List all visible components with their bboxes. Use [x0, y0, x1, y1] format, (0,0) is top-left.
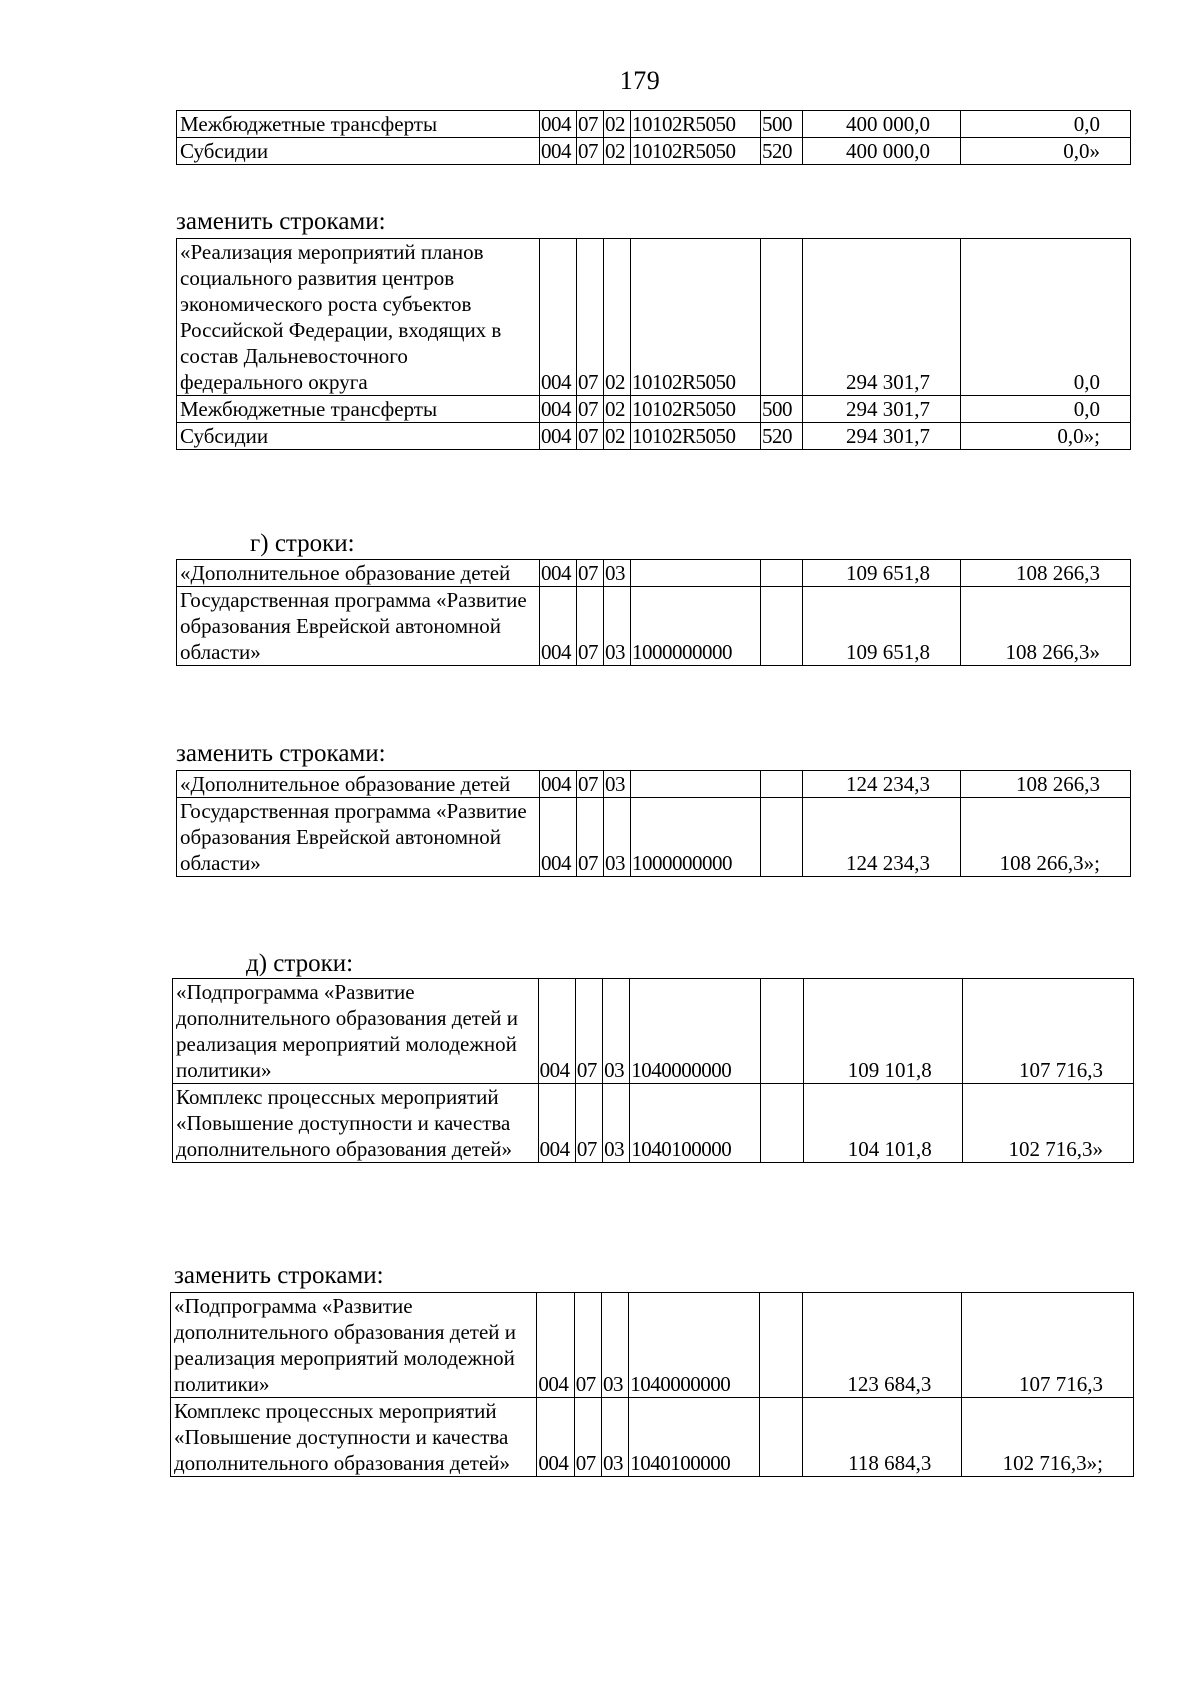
code-target: 1040000000	[630, 979, 761, 1084]
row-name: «Реализация мероприятий планов социального развития центров экономического роста субъектов Российской Федерации, входящих в состав Дальневосточного федерального округа	[177, 239, 540, 396]
section-heading-replace-3: заменить строками:	[174, 1262, 384, 1289]
amount-year-2: 102 716,3»	[962, 1084, 1133, 1163]
code-admin: 004	[540, 771, 577, 798]
code-target: 10102R5050	[631, 396, 761, 423]
code-subsection: 03	[604, 798, 631, 877]
row-name: «Подпрограмма «Развитие дополнительного образования детей и реализация мероприятий молодежной политики»	[173, 979, 539, 1084]
code-admin: 004	[540, 138, 577, 165]
row-name: Комплекс процессных мероприятий «Повышение доступности и качества дополнительного образования детей»	[171, 1398, 537, 1477]
table-row	[177, 423, 1131, 450]
amount-year-2: 0,0	[961, 396, 1131, 423]
code-section: 07	[577, 396, 604, 423]
amount-year-2: 0,0»;	[961, 423, 1131, 450]
table-row	[177, 560, 1131, 587]
amount-year-1: 109 651,8	[803, 587, 961, 666]
code-section: 07	[575, 979, 602, 1084]
code-admin: 004	[538, 979, 575, 1084]
table-row	[173, 1084, 1134, 1163]
code-type	[761, 239, 803, 396]
section-heading-replace-1: заменить строками:	[176, 208, 386, 235]
code-subsection: 03	[602, 1398, 629, 1477]
code-type	[761, 587, 803, 666]
section-heading-g: г) строки:	[250, 530, 355, 557]
amount-year-1: 109 651,8	[803, 560, 961, 587]
page-number: 179	[619, 66, 661, 95]
code-admin: 004	[538, 1084, 575, 1163]
code-subsection: 02	[604, 138, 631, 165]
row-name: «Дополнительное образование детей	[177, 560, 540, 587]
budget-table-replacement-2	[176, 770, 1131, 877]
code-subsection: 03	[602, 1293, 629, 1398]
code-section: 07	[577, 560, 604, 587]
code-type	[761, 771, 803, 798]
code-subsection: 02	[604, 423, 631, 450]
code-type	[761, 798, 803, 877]
code-type	[761, 1084, 803, 1163]
row-name: Межбюджетные трансферты	[177, 111, 540, 138]
budget-table-section-g	[176, 559, 1131, 666]
table-row	[177, 798, 1131, 877]
code-admin: 004	[540, 560, 577, 587]
code-subsection: 02	[604, 396, 631, 423]
row-name: Субсидии	[177, 423, 540, 450]
code-subsection: 03	[604, 771, 631, 798]
amount-year-2: 0,0	[961, 239, 1131, 396]
amount-year-1: 124 234,3	[803, 771, 961, 798]
code-admin: 004	[540, 423, 577, 450]
table-row	[171, 1398, 1134, 1477]
amount-year-1: 400 000,0	[803, 111, 961, 138]
code-target: 1040000000	[629, 1293, 760, 1398]
budget-table-original-transfers	[176, 110, 1131, 165]
row-name: Государственная программа «Развитие образования Еврейской автономной области»	[177, 798, 540, 877]
code-target: 1000000000	[631, 587, 761, 666]
code-subsection: 02	[604, 239, 631, 396]
amount-year-2: 107 716,3	[962, 979, 1133, 1084]
code-admin: 004	[537, 1398, 574, 1477]
code-section: 07	[577, 239, 604, 396]
code-target	[631, 560, 761, 587]
amount-year-1: 124 234,3	[803, 798, 961, 877]
row-name: Субсидии	[177, 138, 540, 165]
amount-year-1: 294 301,7	[803, 239, 961, 396]
code-admin: 004	[540, 239, 577, 396]
amount-year-1: 123 684,3	[802, 1293, 961, 1398]
amount-year-2: 108 266,3	[961, 771, 1131, 798]
budget-table-section-d	[172, 978, 1134, 1163]
row-name: «Дополнительное образование детей	[177, 771, 540, 798]
amount-year-2: 0,0»	[961, 138, 1131, 165]
code-type	[760, 1398, 802, 1477]
code-admin: 004	[540, 111, 577, 138]
code-admin: 004	[537, 1293, 574, 1398]
code-section: 07	[574, 1293, 601, 1398]
table-row	[173, 979, 1134, 1084]
code-admin: 004	[540, 587, 577, 666]
table-row	[177, 138, 1131, 165]
section-heading-replace-2: заменить строками:	[176, 740, 386, 767]
amount-year-2: 107 716,3	[962, 1293, 1134, 1398]
amount-year-1: 109 101,8	[803, 979, 962, 1084]
amount-year-1: 400 000,0	[803, 138, 961, 165]
code-target: 10102R5050	[631, 138, 761, 165]
amount-year-2: 108 266,3»	[961, 587, 1131, 666]
amount-year-2: 108 266,3»;	[961, 798, 1131, 877]
code-target: 1040100000	[629, 1398, 760, 1477]
code-type: 520	[761, 423, 803, 450]
table-row	[177, 396, 1131, 423]
code-target: 1000000000	[631, 798, 761, 877]
code-section: 07	[577, 771, 604, 798]
row-name: Межбюджетные трансферты	[177, 396, 540, 423]
code-target: 10102R5050	[631, 239, 761, 396]
code-subsection: 03	[603, 979, 630, 1084]
code-target: 10102R5050	[631, 423, 761, 450]
code-section: 07	[575, 1084, 602, 1163]
code-section: 07	[577, 587, 604, 666]
row-name: Государственная программа «Развитие образования Еврейской автономной области»	[177, 587, 540, 666]
budget-table-replacement-3	[170, 1292, 1134, 1477]
code-subsection: 02	[604, 111, 631, 138]
code-type	[760, 1293, 802, 1398]
amount-year-1: 118 684,3	[802, 1398, 961, 1477]
amount-year-2: 102 716,3»;	[962, 1398, 1134, 1477]
code-admin: 004	[540, 798, 577, 877]
code-section: 07	[577, 138, 604, 165]
code-section: 07	[574, 1398, 601, 1477]
code-section: 07	[577, 111, 604, 138]
amount-year-2: 108 266,3	[961, 560, 1131, 587]
code-type	[761, 979, 803, 1084]
table-row	[177, 587, 1131, 666]
code-type	[761, 560, 803, 587]
code-subsection: 03	[604, 560, 631, 587]
table-row	[177, 771, 1131, 798]
code-subsection: 03	[603, 1084, 630, 1163]
section-heading-d: д) строки:	[246, 950, 354, 977]
code-type: 500	[761, 396, 803, 423]
code-target: 1040100000	[630, 1084, 761, 1163]
code-subsection: 03	[604, 587, 631, 666]
code-type: 520	[761, 138, 803, 165]
code-target: 10102R5050	[631, 111, 761, 138]
table-row	[171, 1293, 1134, 1398]
table-row	[177, 239, 1131, 396]
amount-year-1: 294 301,7	[803, 396, 961, 423]
amount-year-1: 104 101,8	[803, 1084, 962, 1163]
budget-table-replacement-1	[176, 238, 1131, 450]
code-target	[631, 771, 761, 798]
code-section: 07	[577, 423, 604, 450]
code-section: 07	[577, 798, 604, 877]
table-row	[177, 111, 1131, 138]
code-type: 500	[761, 111, 803, 138]
amount-year-1: 294 301,7	[803, 423, 961, 450]
code-admin: 004	[540, 396, 577, 423]
row-name: Комплекс процессных мероприятий «Повышение доступности и качества дополнительного образования детей»	[173, 1084, 539, 1163]
row-name: «Подпрограмма «Развитие дополнительного образования детей и реализация мероприятий молодежной политики»	[171, 1293, 537, 1398]
amount-year-2: 0,0	[961, 111, 1131, 138]
